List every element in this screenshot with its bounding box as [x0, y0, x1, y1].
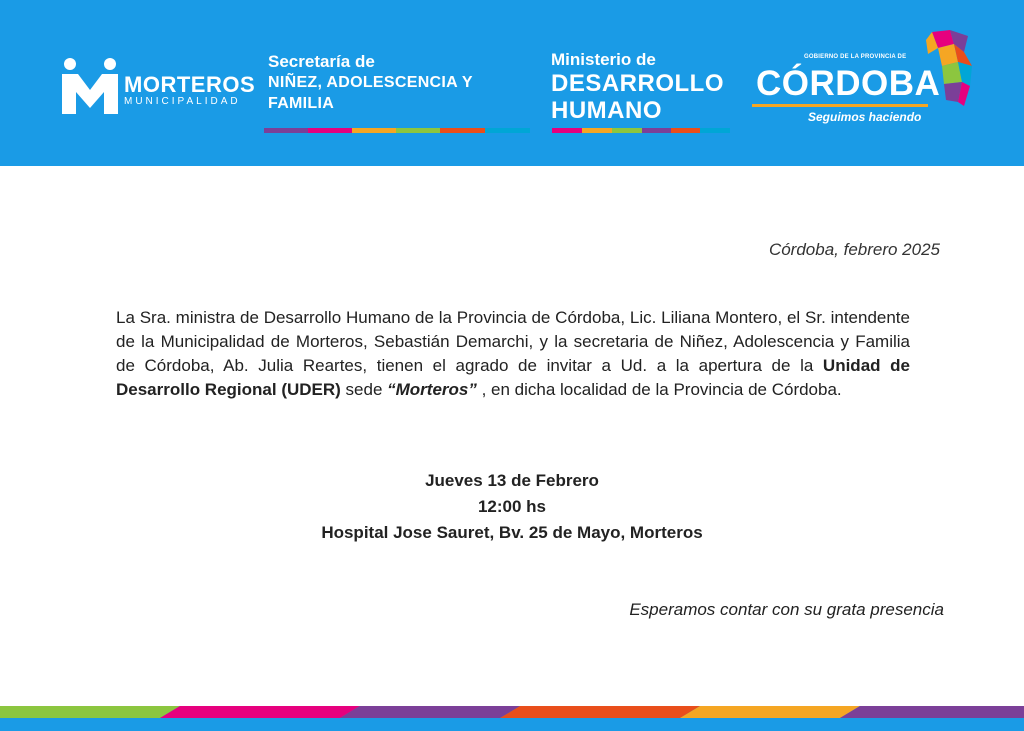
cordoba-name: CÓRDOBA	[756, 64, 941, 103]
secretaria-line1: Secretaría de	[268, 52, 375, 71]
paragraph-uder-bold: Unidad de Desarrollo Regional (UDER)	[116, 356, 910, 399]
ministerio-color-stripe	[552, 128, 730, 133]
secretaria-line3: FAMILIA	[268, 95, 335, 112]
secretaria-color-stripe	[264, 128, 530, 133]
morteros-logo-icon	[60, 56, 120, 118]
ministerio-line1: Ministerio de	[551, 50, 656, 69]
cordoba-logo	[752, 30, 982, 130]
event-day: Jueves 13 de Febrero	[425, 471, 599, 490]
secretaria-line2: NIÑEZ, ADOLESCENCIA Y	[268, 74, 473, 91]
paragraph-part3: , en dicha localidad de la Provincia de Córdoba.	[476, 380, 842, 399]
paragraph-part1: La Sra. ministra de Desarrollo Humano de la Provincia de Córdoba, Lic. Liliana Montero, el Sr. intendente de la Municipalidad de Morteros, Sebastián Demarchi, y la secretaria de Niñez, Adolescencia y Familia de Córdoba, Ab. Julia Reartes, tienen el agrado de invitar a Ud. a la apertura de la	[116, 308, 910, 375]
morteros-subtitle: MUNICIPALIDAD	[124, 96, 241, 107]
closing-line: Esperamos contar con su grata presencia	[629, 600, 944, 619]
cordoba-underline	[752, 104, 928, 107]
footer-color-band	[0, 706, 1024, 731]
ministerio-logo	[551, 50, 724, 124]
paragraph-morteros-bold-italic: “Morteros”	[387, 380, 477, 399]
letter-date: Córdoba, febrero 2025	[768, 240, 940, 259]
header-banner	[0, 0, 1024, 166]
cordoba-tagline: Seguimos haciendo	[808, 110, 922, 124]
paragraph-part2: sede	[340, 380, 388, 399]
event-time: 12:00 hs	[477, 497, 547, 516]
event-details	[0, 468, 1024, 546]
event-place: Hospital Jose Sauret, Bv. 25 de Mayo, Morteros	[321, 523, 703, 542]
cordoba-gobierno-label: GOBIERNO DE LA PROVINCIA DE	[804, 54, 907, 60]
secretaria-logo	[268, 52, 473, 114]
invitation-paragraph	[116, 306, 910, 402]
ministerio-line3: HUMANO	[551, 97, 662, 124]
ministerio-line2: DESARROLLO	[551, 70, 724, 97]
morteros-name: MORTEROS	[124, 72, 256, 97]
letter-body	[0, 166, 1024, 706]
morteros-wordmark	[124, 74, 255, 108]
